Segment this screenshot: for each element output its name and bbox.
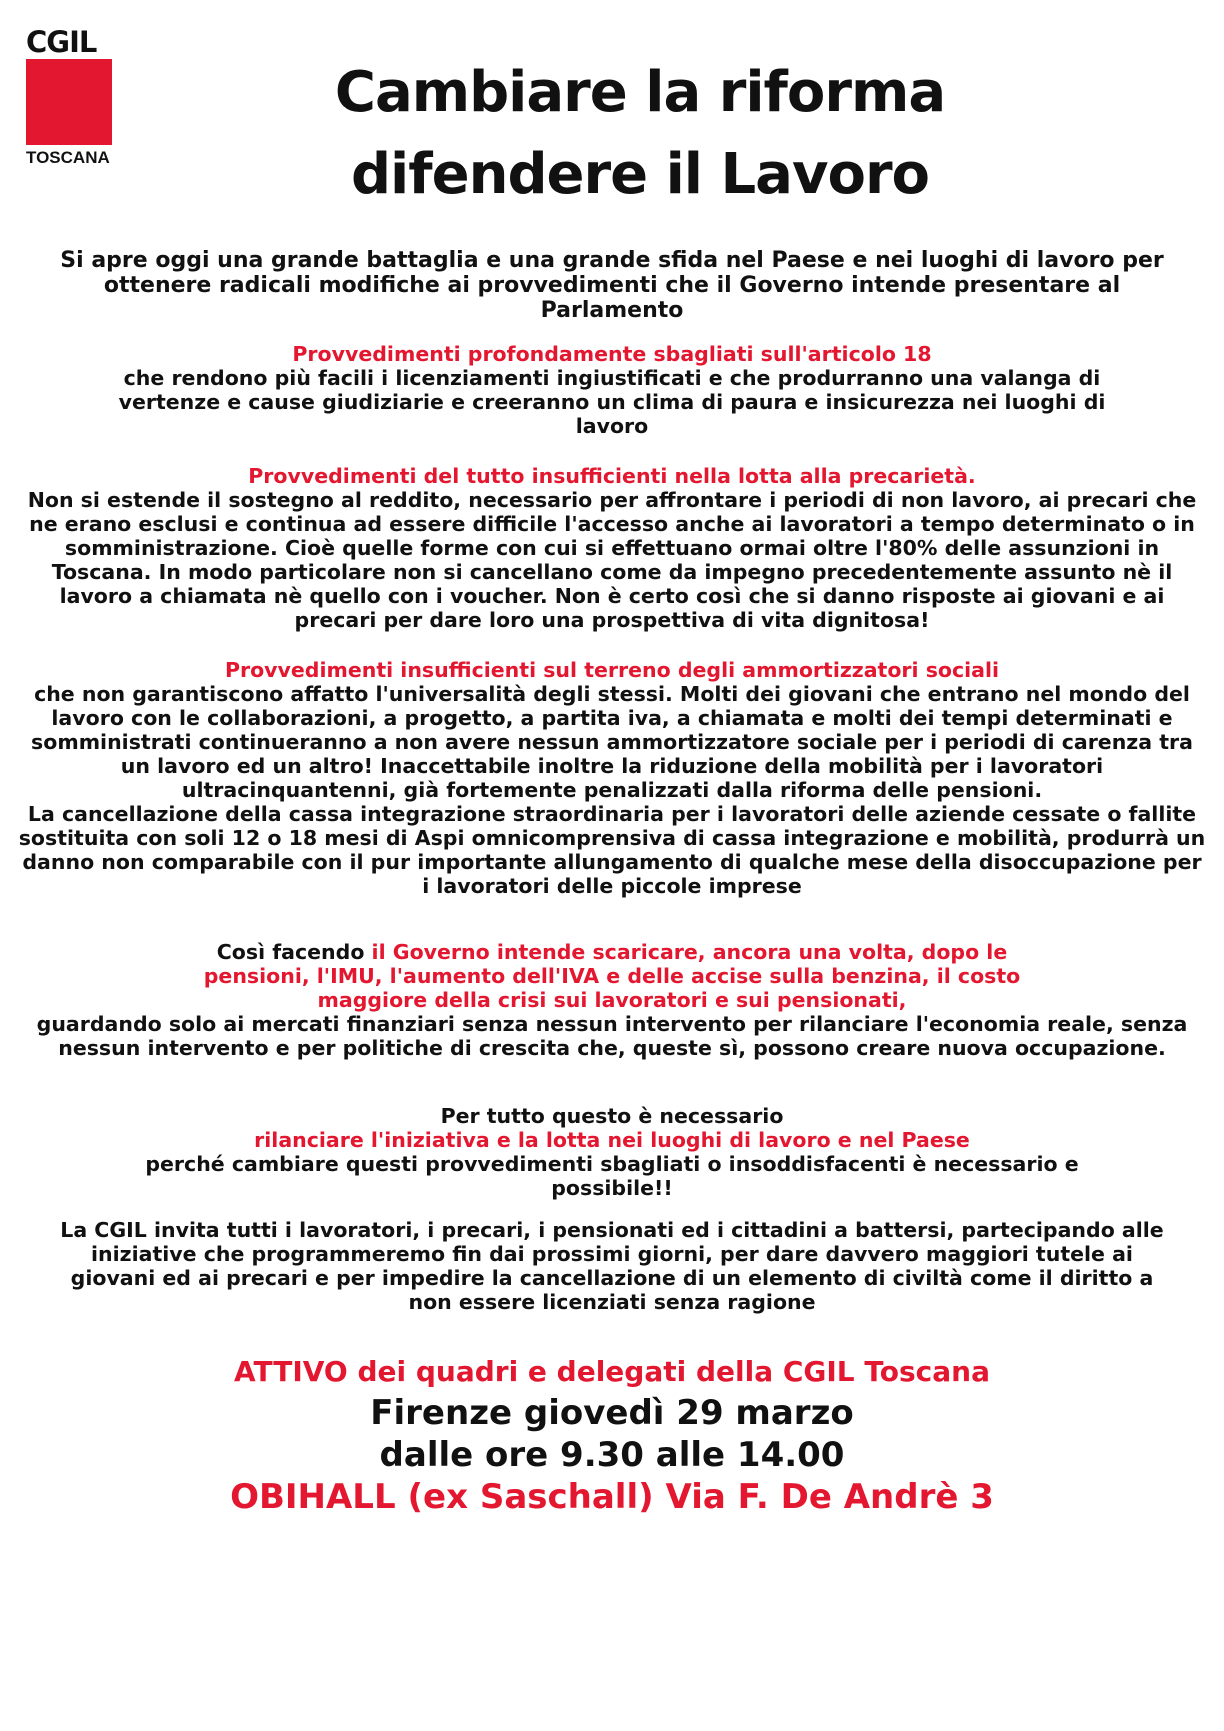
section4-lead: Così facendo [216,940,365,964]
section3-body-2: La cancellazione della cassa integrazione straordinaria per i lavoratori delle aziende cessate o fallite sostituita con soli 12 o 18 mesi di Aspi omnicomprensiva di cassa integrazione e mobilità, produrrà un danno non comparabile con il pur importante allungamento di qualche mese della disoccupazione per i lavoratori delle piccole imprese [18,802,1206,898]
section5-body: perché cambiare questi provvedimenti sbagliati o insoddisfacenti è necessario e possibile!! [145,1152,1079,1200]
section6-body: La CGIL invita tutti i lavoratori, i precari, i pensionati ed i cittadini a battersi, partecipando alle iniziative che programmeremo fin dai prossimi giorni, per dare davvero maggiori tutele ai giovani ed ai precari e per impedire la cancellazione di un elemento di civiltà come il diritto a non essere licenziati senza ragione [60,1218,1164,1314]
page-title [150,52,1130,216]
section4-body: guardando solo ai mercati finanziari senza nessun intervento per rilanciare l'economia reale, senza nessun intervento e per politiche di crescita che, queste sì, possono creare nuova occupazione. [36,1012,1188,1060]
event-time: dalle ore 9.30 alle 14.00 [379,1435,845,1475]
section5-highlight: rilanciare l'iniziativa e la lotta nei luoghi di lavoro e nel Paese [254,1128,970,1152]
section-necessario [96,1104,1128,1200]
section3-body-1: che non garantiscono affatto l'universalità degli stessi. Molti dei giovani che entrano nel mondo del lavoro con le collaborazioni, a progetto, a partita iva, a chiamata e molti dei tempi determinati e somministrati continueranno a non avere nessun ammortizzatore sociale per i periodi di carenza tra un lavoro ed un altro! Inaccettabile inoltre la riduzione della mobilità per i lavoratori ultracinquantenni, già fortemente penalizzati dalla riforma delle pensioni. [31,682,1193,802]
event-announcement [16,1352,1208,1518]
logo-red-square [26,59,112,145]
section4-highlight: il Governo intende scaricare, ancora una volta, dopo le pensioni, l'IMU, l'aumento dell'IVA e delle accise sulla benzina, il costo maggiore della crisi sui lavoratori e sui pensionati, [203,940,1021,1012]
logo-brand: CGIL [26,25,97,59]
event-title: ATTIVO dei quadri e delegati della CGIL Toscana [234,1355,990,1388]
title-line-2: difendere il Lavoro [350,142,930,207]
section3-heading: Provvedimenti insufficienti sul terreno degli ammortizzatori sociali [224,658,1000,682]
intro-paragraph [60,248,1164,323]
section1-body: che rendono più facili i licenziamenti ingiustificati e che produrranno una valanga di vertenze e cause giudiziarie e creeranno un clima di paura e insicurezza nei luoghi di lavoro [118,366,1106,438]
section-ammortizzatori [16,658,1208,898]
section-articolo-18 [36,342,1188,438]
logo-region: TOSCANA [26,148,110,167]
section-precarieta [16,464,1208,632]
title-line-1: Cambiare la riforma [334,60,946,125]
event-date: Firenze giovedì 29 marzo [370,1393,854,1433]
event-venue: OBIHALL (ex Saschall) Via F. De Andrè 3 [230,1477,994,1517]
section1-heading: Provvedimenti profondamente sbagliati sull'articolo 18 [292,342,932,366]
section2-heading: Provvedimenti del tutto insufficienti nella lotta alla precarietà. [248,464,976,488]
section5-lead: Per tutto questo è necessario [440,1104,784,1128]
intro-text: Si apre oggi una grande battaglia e una grande sfida nel Paese e nei luoghi di lavoro per ottenere radicali modifiche ai provvedimenti che il Governo intende presentare al Parlamento [60,248,1164,323]
section2-body: Non si estende il sostegno al reddito, necessario per affrontare i periodi di non lavoro, ai precari che ne erano esclusi e continua ad essere difficile l'accesso anche ai lavoratori a tempo determinato o in somministrazione. Cioè quelle forme con cui si effettuano ormai oltre l'80% delle assunzioni in Toscana. In modo particolare non si cancellano come da impegno precedentemente assunto nè il lavoro a chiamata nè quello con i voucher. Non è certo così che si danno risposte ai giovani e ai precari per dare loro una prospettiva di vita dignitosa! [27,488,1197,632]
section-governo [36,940,1188,1060]
cgil-logo [26,25,114,168]
section-invito [16,1218,1208,1314]
